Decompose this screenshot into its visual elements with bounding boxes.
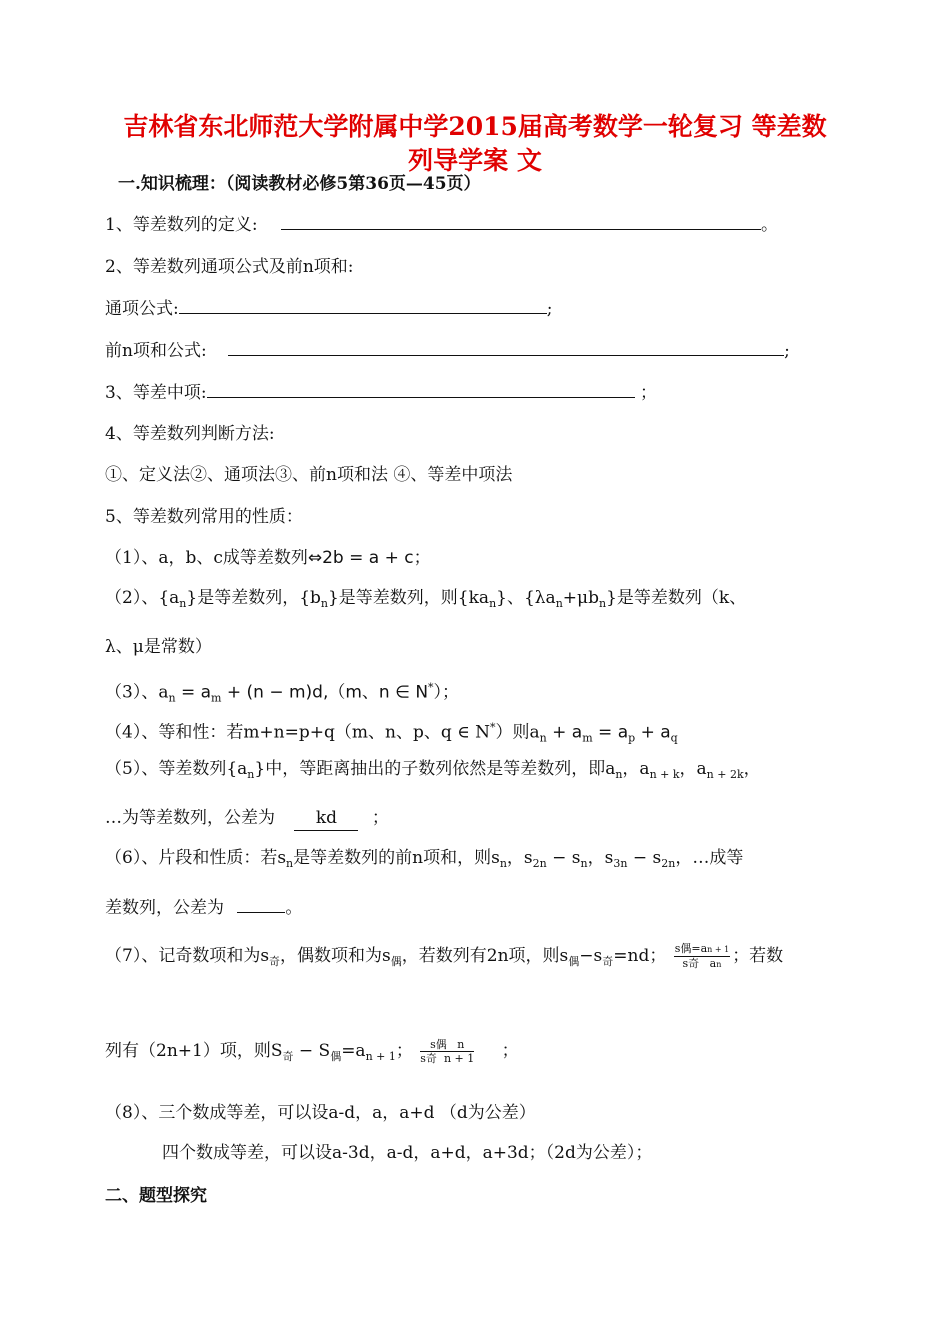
item-1-definition: 1、等差数列的定义: 。 [105,215,778,235]
property-2: （2）、$\{a_n\}$是等差数列，$\{b_n\}$是等差数列，则$\{ka_n\}$、$\{\lambda a_n+\mu b_n\}$是等差数列（k、 [105,588,747,610]
answer-blank [228,339,784,356]
property-8: （8）、三个数成等差，可以设a-d，a，a+d （d为公差） [105,1103,536,1123]
fraction-n-over-n-plus-1: $\frac{\text{s偶 n}}{\text{s奇 n + 1}}$ [420,1038,475,1065]
property-5: （5）、等差数列$\{a_n\}$中，等距离抽出的子数列依然是等差数列，即$a_n$，$a_{n + k}$，$a_{n + 2k}$， [105,759,761,781]
general-term-formula: 通项公式: ; [105,299,553,319]
property-6: （6）、片段和性质：若$s_n$是等差数列的前n项和，则$s_n$，$s_{2n} - s_n$，$s_{3n} - s_{2n}$，…成等 [105,848,744,870]
property-7-continued: 列有（2n+1）项，则$S_奇 - S_偶=a_{n + 1}$； $\frac{\text{s偶 n}}{\text{s奇 n + 1}}$ ； [105,1038,519,1065]
title-line-1: 吉林省东北师范大学附属中学2015届高考数学一轮复习 等差数 [123,112,827,141]
property-2-continued: λ、μ是常数） [105,637,212,657]
item-2-formulas: 2、等差数列通项公式及前n项和: [105,257,354,277]
item-5-properties: 5、等差数列常用的性质： [105,507,303,527]
item-3-arithmetic-mean: 3、等差中项: ； [105,383,657,403]
filled-answer: kd [294,806,358,831]
section-knowledge-heading: 一.知识梳理：（阅读教材必修5第36页—45页） [118,174,481,194]
item-4-methods: ①、定义法②、通项法③、前n项和法 ④、等差中项法 [105,465,513,485]
title-line-2: 列导学案 文 [408,146,542,175]
section-question-types-heading: 二、题型探究 [105,1186,207,1206]
property-6-continued: 差数列，公差为 。 [105,898,303,918]
property-8-continued: 四个数成等差，可以设a-3d，a-d，a+d，a+3d；（2d为公差）； [162,1143,653,1163]
answer-blank [237,896,285,913]
property-4: （4）、等和性：若m+n=p+q（m、n、p、q ∈ N*）则$a_n + a_m = a_p + a_q$ [105,721,678,745]
fraction-even-over-odd: $\frac{\text{s偶=an + 1}}{\text{s奇 an}}$ [674,942,730,970]
property-5-continued: …为等差数列，公差为 kd ； [105,806,389,831]
sum-formula: 前n项和公式: ; [105,341,790,361]
answer-blank [281,213,761,230]
item-4-judgement: 4、等差数列判断方法: [105,424,275,444]
property-3: （3）、$a_n = a_m + (n - m)d,(m$、n ∈ N*）； [105,681,460,705]
property-7: （7）、记奇数项和为$s_奇$，偶数项和为$s_偶$，若数列有2n项，则$s_偶-s_奇=nd$； $\frac{\text{s偶=an + 1}}{\text{s奇 an}}$ ；若数 [105,942,784,970]
property-1: （1）、a，b、c成等差数列⇔2b = a + c； [105,548,431,568]
answer-blank [207,381,635,398]
answer-blank [179,297,547,314]
